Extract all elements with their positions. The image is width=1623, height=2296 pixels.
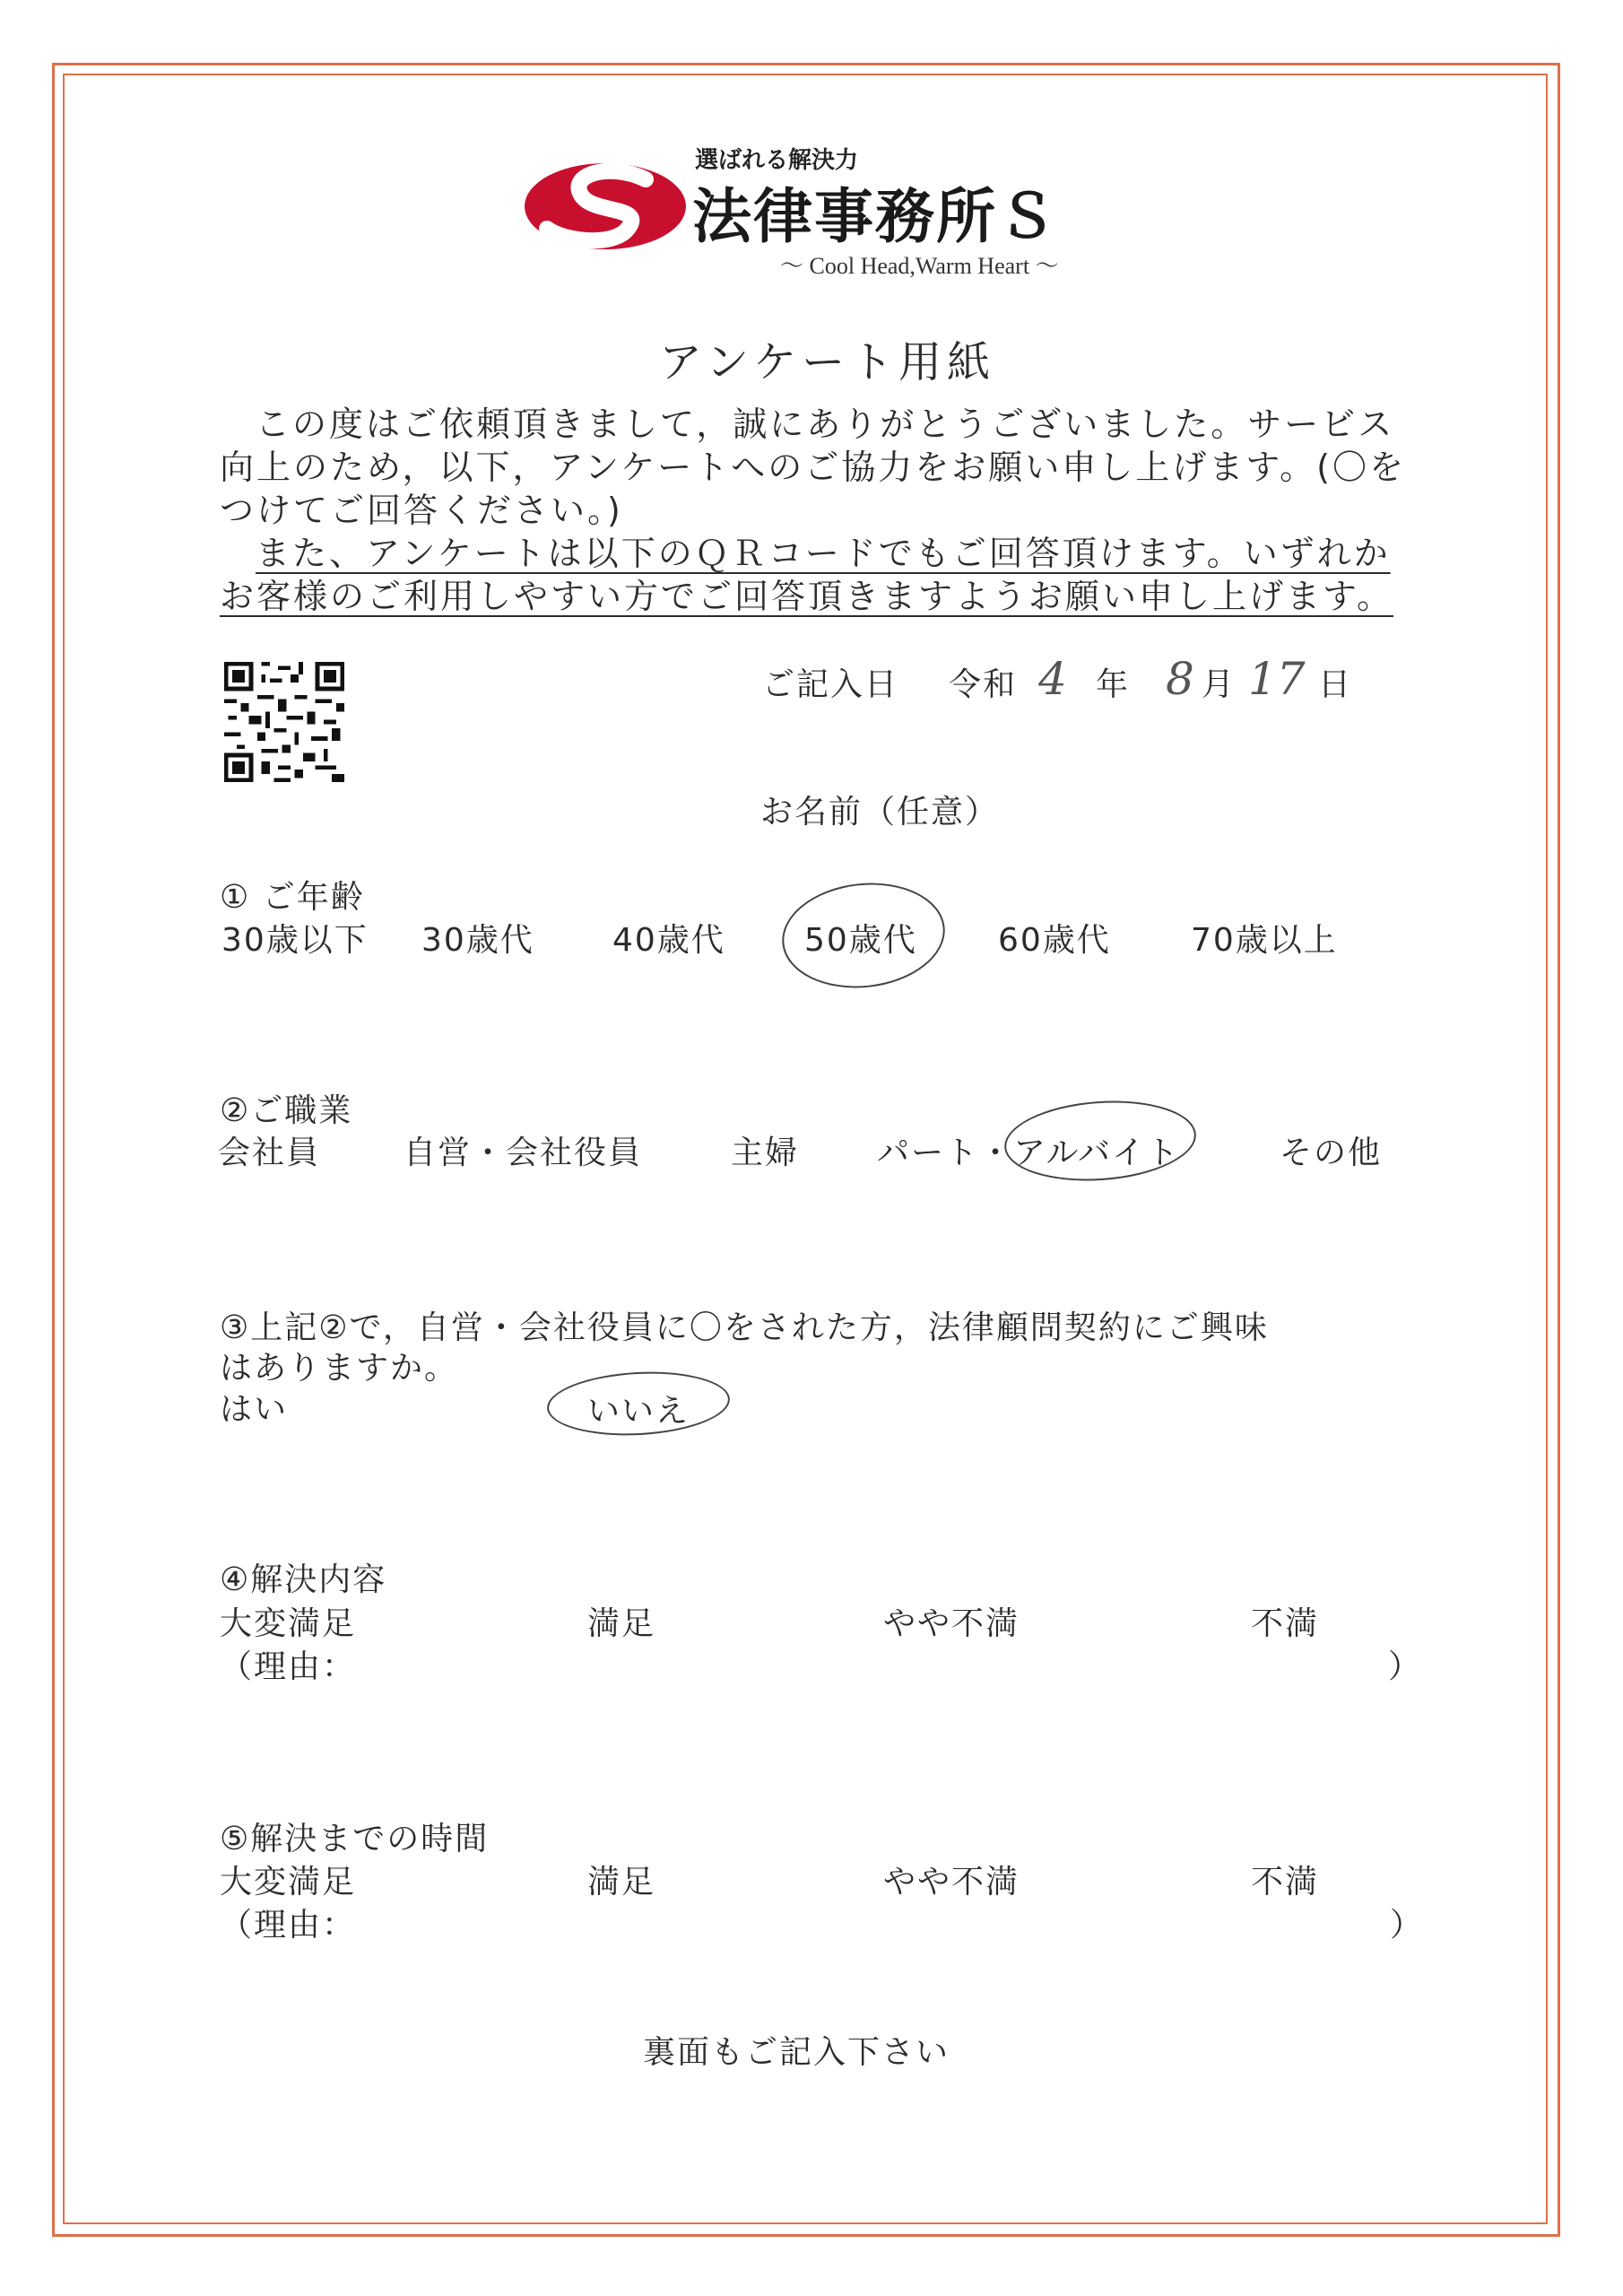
intro-line-2: 向上のため，以下，アンケートへのご協力をお願い申し上げます。(〇を	[220, 448, 1406, 487]
qr-code-icon	[221, 662, 347, 782]
q5-option[interactable]: 不満	[1251, 1864, 1320, 1900]
logo-subtitle: ～ Cool Head,Warm Heart ～	[780, 253, 1059, 279]
q2-title: ②ご職業	[220, 1092, 353, 1129]
q4-reason-close: ）	[1388, 1648, 1423, 1685]
date-year-value[interactable]: 4	[1038, 653, 1067, 705]
q3-option-selected[interactable]: いいえ	[587, 1393, 690, 1430]
q4-option[interactable]: 満足	[587, 1605, 656, 1642]
logo-s-emblem-icon	[520, 152, 690, 278]
date-month-unit: 月	[1202, 666, 1237, 703]
q5-option[interactable]: やや不満	[883, 1864, 1020, 1900]
date-year-unit: 年	[1096, 666, 1131, 703]
name-label: お名前（任意）	[760, 794, 1000, 831]
q5-reason-label: （理由：	[220, 1907, 357, 1944]
q4-reason-label: （理由：	[220, 1648, 357, 1685]
intro-line-1: この度はご依頼頂きまして，誠にありがとうございました。サービス	[256, 404, 1395, 444]
q3-line-2: はありますか。	[220, 1350, 459, 1387]
logo-tagline: 選ばれる解決力	[695, 147, 859, 174]
q1-option-selected[interactable]: 50歳代	[804, 922, 917, 959]
q4-option[interactable]: 不満	[1251, 1605, 1320, 1642]
q2-option[interactable]: その他	[1280, 1135, 1383, 1171]
q3-line-1: ③上記②で，自営・会社役員に〇をされた方，法律顧問契約にご興味	[220, 1309, 1269, 1346]
q2-option[interactable]: 自営・会社役員	[404, 1135, 643, 1171]
q2-option[interactable]: 主婦	[731, 1135, 800, 1171]
date-era: 令和	[949, 666, 1018, 703]
q4-option[interactable]: 大変満足	[220, 1605, 357, 1642]
q1-option[interactable]: 40歳代	[612, 922, 725, 959]
q4-title: ④解決内容	[220, 1561, 387, 1598]
q3-option[interactable]: はい	[220, 1391, 289, 1428]
q5-title: ⑤解決までの時間	[220, 1821, 490, 1857]
q5-option[interactable]: 大変満足	[220, 1864, 357, 1900]
date-day-value[interactable]: 17	[1248, 653, 1306, 705]
q1-option[interactable]: 70歳以上	[1191, 922, 1338, 959]
date-day-unit: 日	[1318, 666, 1353, 703]
date-label: ご記入日	[762, 666, 899, 703]
q5-option[interactable]: 満足	[587, 1864, 656, 1900]
intro-line-4: また、アンケートは以下のＱＲコードでもご回答頂けます。いずれか	[256, 534, 1391, 573]
intro-line-3: つけてご回答ください。)	[220, 491, 623, 530]
q4-reason-input[interactable]	[377, 1641, 1363, 1681]
page-title: アンケート用紙	[659, 337, 996, 387]
date-month-value[interactable]: 8	[1166, 653, 1194, 705]
logo	[520, 135, 1103, 278]
logo-name: 法律事務所Ｓ	[692, 181, 1058, 251]
q1-option[interactable]: 60歳代	[998, 922, 1111, 959]
q1-option[interactable]: 30歳以下	[221, 922, 369, 959]
q2-option-selected[interactable]: パート・アルバイト	[877, 1135, 1181, 1171]
q5-reason-close: ）	[1390, 1907, 1425, 1944]
q5-reason-input[interactable]	[377, 1900, 1363, 1939]
q4-option[interactable]: やや不満	[883, 1605, 1020, 1642]
q1-title: ① ご年齢	[220, 879, 365, 916]
footer-note: 裏面もご記入下さい	[643, 2034, 950, 2071]
q2-option[interactable]: 会社員	[218, 1135, 321, 1171]
intro-line-5: お客様のご利用しやすい方でご回答頂きますようお願い申し上げます。	[220, 577, 1393, 616]
q1-option[interactable]: 30歳代	[421, 922, 534, 959]
